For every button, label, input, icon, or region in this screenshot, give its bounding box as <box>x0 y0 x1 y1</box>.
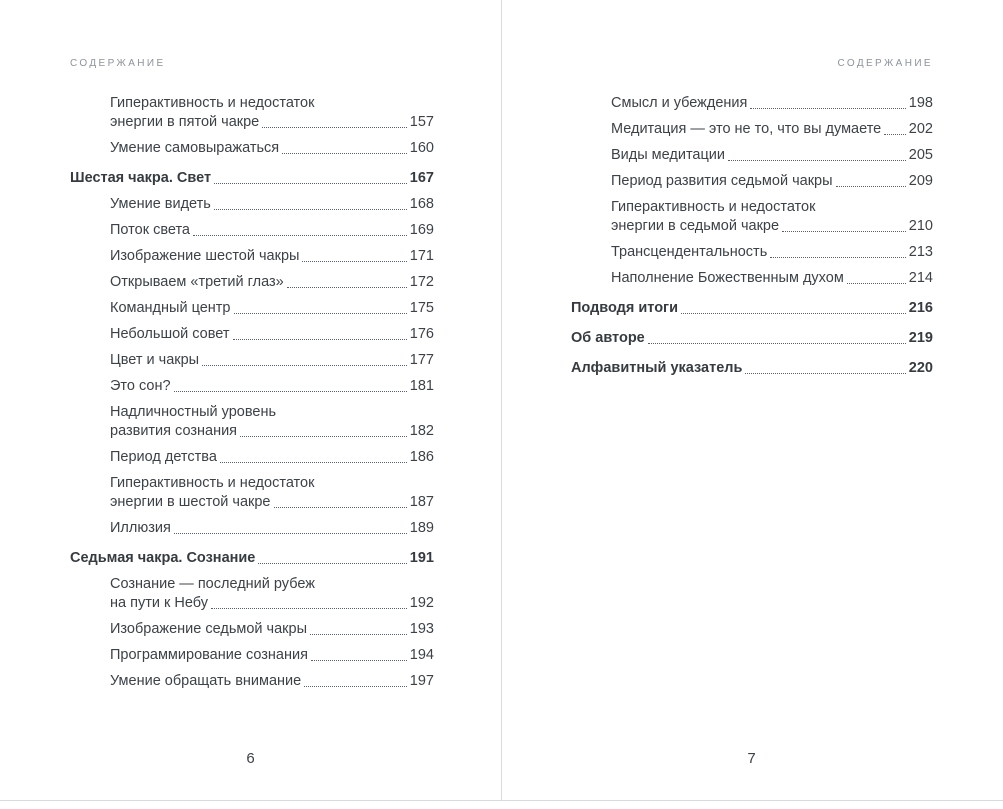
toc-entry-page-ref: 192 <box>409 595 434 611</box>
toc-entry-line <box>611 94 933 113</box>
toc-entries-left <box>70 94 434 691</box>
toc-sub-entry <box>571 146 933 165</box>
dot-leader <box>728 160 906 161</box>
toc-entry-title: Седьмая чакра. Сознание <box>70 550 256 566</box>
toc-entry-page-ref: 160 <box>409 140 434 156</box>
dot-leader <box>202 365 407 366</box>
toc-entry-title: энергии в шестой чакре <box>110 494 271 510</box>
toc-entry-page-ref: 220 <box>908 360 933 376</box>
toc-sub-entry <box>571 198 933 236</box>
toc-sub-entry <box>70 672 434 691</box>
toc-entry-page-ref: 168 <box>409 196 434 212</box>
toc-entry-line <box>110 325 434 344</box>
toc-entry-title: Подводя итоги <box>571 300 679 316</box>
toc-entry-title: Командный центр <box>110 300 231 316</box>
toc-entry-title: Программирование сознания <box>110 647 308 663</box>
dot-leader <box>214 183 407 184</box>
toc-sub-entry <box>70 575 434 613</box>
dot-leader <box>211 608 407 609</box>
toc-sub-entry <box>70 646 434 665</box>
toc-entry-page-ref: 171 <box>409 248 434 264</box>
toc-entry-line <box>611 120 933 139</box>
toc-entry-page-ref: 202 <box>908 121 933 137</box>
toc-sub-entry <box>571 243 933 262</box>
dot-leader <box>274 507 407 508</box>
toc-section-entry <box>70 549 434 568</box>
page-bottom-edge-line <box>0 800 1003 801</box>
toc-entry-page-ref: 187 <box>409 494 434 510</box>
toc-sub-entry <box>70 94 434 132</box>
toc-entry-line <box>611 198 933 217</box>
toc-entry-line <box>571 359 933 378</box>
toc-entry-title: Сознание — последний рубеж <box>110 576 315 592</box>
toc-section-entry <box>571 359 933 378</box>
toc-entry-title: Открываем «третий глаз» <box>110 274 284 290</box>
toc-entry-page-ref: 205 <box>908 147 933 163</box>
toc-entry-line <box>70 169 434 188</box>
dot-leader <box>193 235 407 236</box>
toc-entry-page-ref: 167 <box>409 170 434 186</box>
toc-entry-line <box>611 172 933 191</box>
toc-entry-line <box>110 377 434 396</box>
dot-leader <box>233 339 407 340</box>
toc-sub-entry <box>70 299 434 318</box>
toc-entry-title: Умение самовыражаться <box>110 140 280 156</box>
toc-entry-line <box>110 519 434 538</box>
running-header-left: СОДЕРЖАНИЕ <box>70 58 166 69</box>
page-number-left: 6 <box>246 750 255 767</box>
toc-entry-line <box>110 620 434 639</box>
toc-entry-page-ref: 157 <box>409 114 434 130</box>
toc-entry-line <box>611 146 933 165</box>
toc-entry-page-ref: 193 <box>409 621 434 637</box>
toc-entry-title: Гиперактивность и недостаток <box>611 199 816 215</box>
toc-entry-title: Период развития седьмой чакры <box>611 173 833 189</box>
toc-entry-title: Надличностный уровень <box>110 404 277 420</box>
dot-leader <box>311 660 407 661</box>
toc-entry-page-ref: 194 <box>409 647 434 663</box>
toc-entry-line <box>110 448 434 467</box>
toc-entry-line <box>110 575 434 594</box>
toc-entry-title: Гиперактивность и недостаток <box>110 95 315 111</box>
toc-entry-page-ref: 216 <box>908 300 933 316</box>
dot-leader <box>220 462 407 463</box>
dot-leader <box>782 231 906 232</box>
toc-entry-line <box>110 299 434 318</box>
toc-entry-page-ref: 176 <box>409 326 434 342</box>
toc-sub-entry <box>70 519 434 538</box>
toc-entry-title: Гиперактивность и недостаток <box>110 475 315 491</box>
toc-sub-entry <box>70 221 434 240</box>
toc-entry-line <box>70 549 434 568</box>
toc-entry-title: Виды медитации <box>611 147 726 163</box>
toc-entry-title: Наполнение Божественным духом <box>611 270 844 286</box>
toc-entry-title: Шестая чакра. Свет <box>70 170 212 186</box>
toc-entry-line <box>110 672 434 691</box>
dot-leader <box>234 313 407 314</box>
toc-entry-line <box>110 247 434 266</box>
toc-entry-page-ref: 214 <box>908 270 933 286</box>
dot-leader <box>836 186 906 187</box>
toc-sub-entry <box>571 120 933 139</box>
toc-sub-entry <box>70 247 434 266</box>
toc-sub-entry <box>70 325 434 344</box>
toc-entry-title: энергии в пятой чакре <box>110 114 260 130</box>
toc-entry-line <box>571 329 933 348</box>
toc-sub-entry <box>70 448 434 467</box>
toc-entry-page-ref: 169 <box>409 222 434 238</box>
dot-leader <box>770 257 906 258</box>
toc-sub-entry <box>70 139 434 158</box>
toc-entry-title: Алфавитный указатель <box>571 360 743 376</box>
dot-leader <box>214 209 407 210</box>
toc-entry-title: Медитация — это не то, что вы думаете <box>611 121 882 137</box>
toc-entry-title: Смысл и убеждения <box>611 95 748 111</box>
toc-entry-line <box>110 646 434 665</box>
dot-leader <box>262 127 407 128</box>
toc-entry-page-ref: 219 <box>908 330 933 346</box>
toc-entry-page-ref: 177 <box>409 352 434 368</box>
toc-sub-entry <box>70 474 434 512</box>
toc-entry-line <box>110 351 434 370</box>
dot-leader <box>745 373 905 374</box>
toc-entry-title: Умение обращать внимание <box>110 673 302 689</box>
dot-leader <box>884 134 906 135</box>
toc-entry-line <box>110 273 434 292</box>
running-header-right: СОДЕРЖАНИЕ <box>837 58 933 69</box>
dot-leader <box>258 563 406 564</box>
toc-section-entry <box>70 169 434 188</box>
toc-sub-entry <box>70 273 434 292</box>
toc-entry-page-ref: 175 <box>409 300 434 316</box>
toc-sub-entry <box>70 620 434 639</box>
toc-entry-title: Трансцендентальность <box>611 244 768 260</box>
page-gutter-divider <box>501 0 502 800</box>
toc-entry-page-ref: 182 <box>409 423 434 439</box>
toc-sub-entry <box>571 269 933 288</box>
page-number-right: 7 <box>747 750 756 767</box>
toc-entry-title: Иллюзия <box>110 520 171 536</box>
toc-entry-title: Об авторе <box>571 330 645 346</box>
toc-sub-entry <box>571 94 933 113</box>
dot-leader <box>174 533 407 534</box>
toc-entry-page-ref: 213 <box>908 244 933 260</box>
dot-leader <box>282 153 407 154</box>
toc-sub-entry <box>571 172 933 191</box>
toc-sub-entry <box>70 377 434 396</box>
toc-entry-title: Период детства <box>110 449 217 465</box>
toc-entry-line <box>611 243 933 262</box>
toc-entry-page-ref: 191 <box>409 550 434 566</box>
toc-sub-entry <box>70 195 434 214</box>
toc-entry-line <box>110 94 434 113</box>
toc-sub-entry <box>70 351 434 370</box>
toc-entry-title: Небольшой совет <box>110 326 230 342</box>
dot-leader <box>304 686 407 687</box>
toc-entry-line <box>110 493 434 512</box>
toc-entry-line <box>110 594 434 613</box>
toc-entry-title: развития сознания <box>110 423 238 439</box>
toc-entry-line <box>110 113 434 132</box>
toc-entry-line <box>611 217 933 236</box>
toc-entry-page-ref: 210 <box>908 218 933 234</box>
toc-page-left <box>0 0 501 801</box>
toc-entry-line <box>611 269 933 288</box>
toc-entry-line <box>110 474 434 493</box>
toc-entry-title: Поток света <box>110 222 190 238</box>
toc-page-right <box>501 0 1002 801</box>
dot-leader <box>648 343 906 344</box>
dot-leader <box>847 283 906 284</box>
dot-leader <box>287 287 407 288</box>
toc-entry-line <box>110 221 434 240</box>
toc-sub-entry <box>70 403 434 441</box>
toc-section-entry <box>571 299 933 318</box>
toc-entry-title: Изображение шестой чакры <box>110 248 300 264</box>
dot-leader <box>174 391 407 392</box>
toc-entry-line <box>110 139 434 158</box>
toc-entry-page-ref: 189 <box>409 520 434 536</box>
toc-entry-title: на пути к Небу <box>110 595 208 611</box>
toc-entries-right <box>571 94 933 378</box>
dot-leader <box>302 261 406 262</box>
toc-entry-title: Изображение седьмой чакры <box>110 621 307 637</box>
toc-entry-page-ref: 181 <box>409 378 434 394</box>
dot-leader <box>750 108 905 109</box>
toc-entry-page-ref: 197 <box>409 673 434 689</box>
dot-leader <box>681 313 906 314</box>
toc-entry-page-ref: 172 <box>409 274 434 290</box>
toc-entry-page-ref: 186 <box>409 449 434 465</box>
toc-entry-line <box>110 422 434 441</box>
toc-entry-line <box>110 195 434 214</box>
toc-entry-line <box>571 299 933 318</box>
dot-leader <box>310 634 407 635</box>
toc-entry-page-ref: 209 <box>908 173 933 189</box>
toc-entry-title: Умение видеть <box>110 196 211 212</box>
toc-entry-title: Цвет и чакры <box>110 352 200 368</box>
toc-entry-page-ref: 198 <box>908 95 933 111</box>
dot-leader <box>240 436 407 437</box>
toc-entry-line <box>110 403 434 422</box>
toc-section-entry <box>571 329 933 348</box>
toc-entry-title: энергии в седьмой чакре <box>611 218 780 234</box>
toc-entry-title: Это сон? <box>110 378 171 394</box>
